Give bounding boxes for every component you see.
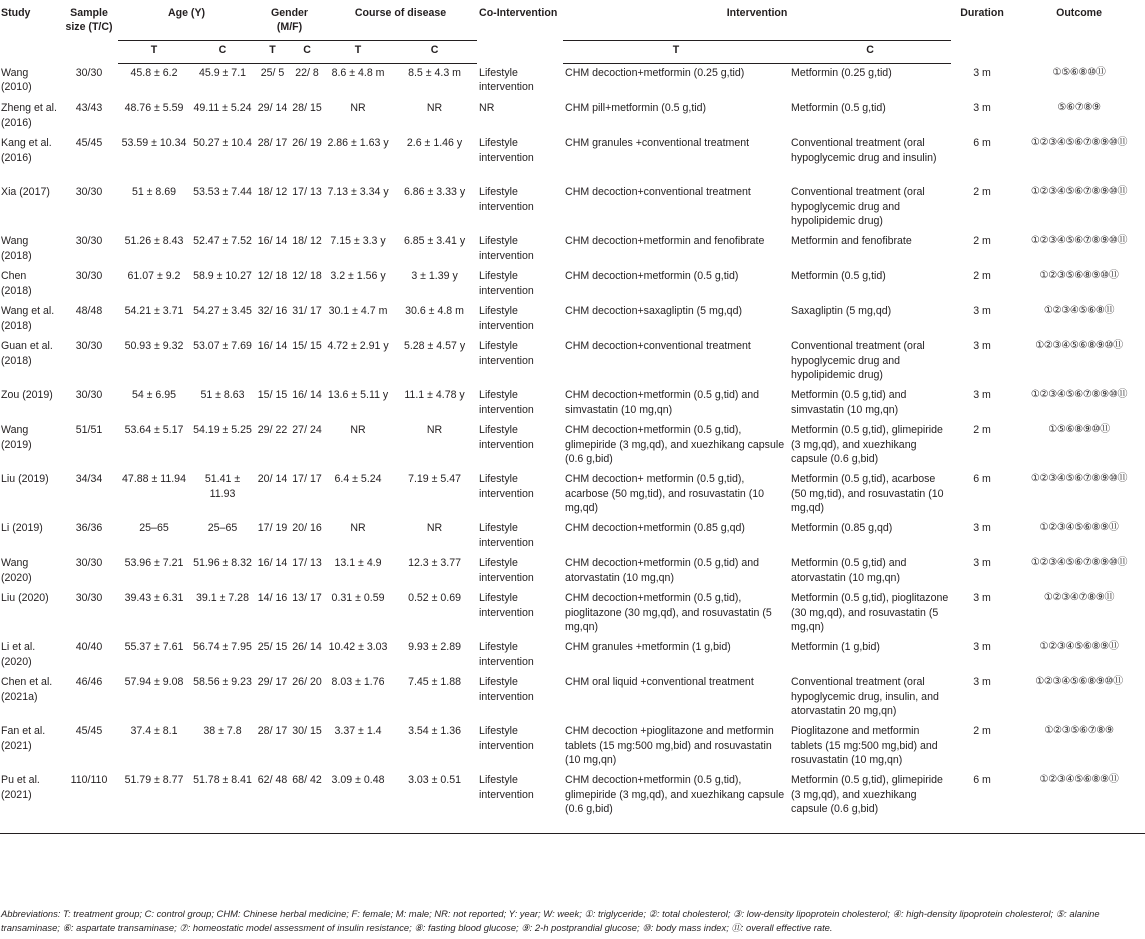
course-t-cell: 0.31 ± 0.59 (331, 592, 385, 605)
co-intervention-cell: Lifestyle intervention (479, 592, 534, 619)
intervention-c-cell: Metformin (1 g,bid) (791, 641, 880, 654)
age-t-cell: 50.93 ± 9.32 (124, 340, 184, 353)
outcome-cell: ①②③④⑤⑥⑧⑨⑪ (1013, 771, 1145, 834)
study-cell: Kang et al. (2016) (1, 137, 52, 164)
sample-size-cell: 34/34 (75, 473, 103, 486)
course-t-cell: NR (350, 102, 366, 115)
gender-c-cell: 31/ 17 (292, 305, 322, 318)
intervention-t-cell: CHM decoction+metformin (0.5 g,tid) (565, 270, 739, 283)
gender-c-cell: 28/ 15 (292, 102, 322, 115)
intervention-t-cell: CHM decoction+conventional treatment (565, 340, 751, 353)
gender-c-cell: 26/ 19 (292, 137, 322, 150)
course-t-cell: 3.37 ± 1.4 (334, 725, 382, 738)
co-intervention-cell: Lifestyle intervention (479, 270, 534, 297)
intervention-t-cell: CHM decoction+metformin and fenofibrate (565, 235, 765, 248)
table-row (0, 337, 1145, 386)
study-cell: Zou (2019) (1, 389, 53, 402)
course-c-cell: 3.03 ± 0.51 (392, 771, 477, 834)
course-c-cell: 30.6 ± 4.8 m (405, 305, 464, 318)
gender-t-cell: 28/ 17 (257, 725, 288, 738)
study-cell: Zheng et al. (2016) (1, 102, 57, 129)
study-cell: Wang (2019) (1, 424, 32, 451)
course-t-cell: 3.09 ± 0.48 (324, 771, 392, 834)
table-row (0, 99, 1145, 134)
table-row (0, 64, 1145, 100)
co-intervention-cell: Lifestyle intervention (479, 235, 534, 262)
age-t-cell: 53.96 ± 7.21 (124, 557, 184, 570)
duration-cell: 2 m (973, 235, 991, 248)
course-t-cell: 3.2 ± 1.56 y (330, 270, 386, 283)
duration-cell: 6 m (951, 771, 1013, 834)
age-c-cell: 51 ± 8.63 (200, 389, 245, 402)
outcome-cell: ⑤⑥⑦⑧⑨ (1057, 102, 1101, 114)
study-cell: Li (2019) (1, 522, 43, 535)
gender-t-cell: 16/ 14 (257, 340, 288, 353)
outcome-cell: ①②③④⑤⑥⑦⑧⑨⑩⑪ (1030, 235, 1128, 247)
gender-t-cell: 15/ 15 (257, 389, 288, 402)
age-t-cell: 39.43 ± 6.31 (124, 592, 184, 605)
header-gender-t: T (255, 41, 290, 64)
header-course-t: T (324, 41, 392, 64)
course-c-cell: 3 ± 1.39 y (411, 270, 458, 283)
gender-c-cell: 17/ 13 (292, 557, 322, 570)
gender-c-cell: 26/ 14 (292, 641, 322, 654)
header-outcome: Outcome (1056, 7, 1102, 19)
table-row (0, 470, 1145, 519)
course-c-cell: 9.93 ± 2.89 (408, 641, 462, 654)
header-gender-c: C (290, 41, 324, 64)
age-c-cell: 51.96 ± 8.32 (193, 557, 252, 570)
duration-cell: 3 m (973, 641, 991, 654)
table-row (0, 638, 1145, 673)
age-t-cell: 53.64 ± 5.17 (124, 424, 184, 437)
gender-t-cell: 25/ 15 (257, 641, 288, 654)
age-t-cell: 54.21 ± 3.71 (124, 305, 184, 318)
age-c-cell: 58.9 ± 10.27 (193, 270, 252, 283)
sample-size-cell: 30/30 (75, 66, 103, 79)
header-course: Course of disease (324, 4, 477, 41)
age-c-cell: 38 ± 7.8 (203, 725, 242, 738)
table-row (0, 519, 1145, 554)
gender-t-cell: 29/ 14 (257, 102, 288, 115)
co-intervention-cell: Lifestyle intervention (479, 389, 534, 416)
intervention-c-cell: Metformin (0.5 g,tid) (791, 270, 886, 283)
duration-cell: 2 m (973, 424, 991, 437)
duration-cell: 3 m (973, 340, 991, 353)
intervention-t-cell: CHM decoction+metformin (0.5 g,tid) and simvastatin (10 mg,qn) (565, 389, 760, 416)
course-c-cell: 11.1 ± 4.78 y (404, 389, 465, 402)
age-c-cell: 25–65 (207, 522, 238, 535)
age-c-cell: 50.27 ± 10.4 (193, 137, 252, 150)
intervention-t-cell: CHM decoction+metformin (0.5 g,tid), pioglitazone (30 mg,qd), and rosuvastatin (5 mg,qn) (565, 592, 772, 633)
study-cell: Fan et al. (2021) (1, 725, 46, 752)
age-c-cell: 51.78 ± 8.41 (190, 771, 255, 834)
header-co-intervention: Co-Intervention (479, 7, 558, 19)
co-intervention-cell: Lifestyle intervention (479, 557, 534, 584)
course-t-cell: 13.6 ± 5.11 y (327, 389, 389, 402)
intervention-t-cell: CHM granules +metformin (1 g,bid) (565, 641, 731, 654)
table-row (0, 183, 1145, 232)
header-study: Study (1, 7, 31, 19)
co-intervention-cell: Lifestyle intervention (479, 424, 534, 451)
gender-c-cell: 22/ 8 (295, 67, 319, 80)
intervention-c-cell: Metformin (0.85 g,qd) (791, 522, 893, 535)
study-cell: Chen (2018) (1, 270, 32, 297)
study-cell: Xia (2017) (1, 186, 50, 199)
intervention-c-cell: Metformin and fenofibrate (791, 235, 912, 248)
intervention-c-cell: Metformin (0.5 g,tid) (791, 102, 886, 115)
header-intervention: Intervention (563, 4, 951, 41)
age-c-cell: 54.19 ± 5.25 (193, 424, 252, 437)
gender-t-cell: 16/ 14 (257, 235, 288, 248)
table-row (0, 302, 1145, 337)
age-c-cell: 45.9 ± 7.1 (198, 67, 247, 80)
intervention-c-cell: Metformin (0.5 g,tid), glimepiride (3 mg,qd), and xuezhikang capsule (0.6 g,bid) (789, 771, 951, 834)
intervention-t-cell: CHM granules +conventional treatment (565, 137, 750, 150)
age-t-cell: 57.94 ± 9.08 (124, 676, 184, 689)
outcome-cell: ①②③④⑤⑥⑧⑪ (1043, 305, 1115, 317)
outcome-cell: ①②③④⑤⑥⑦⑧⑨⑩⑪ (1030, 186, 1128, 198)
study-cell: Pu et al. (2021) (0, 771, 60, 834)
course-c-cell: 7.45 ± 1.88 (408, 676, 462, 689)
intervention-c-cell: Conventional treatment (oral hypoglycemic drug and insulin) (791, 137, 937, 164)
duration-cell: 3 m (973, 676, 991, 689)
table-row (0, 771, 1145, 834)
co-intervention-cell: Lifestyle intervention (479, 522, 534, 549)
gender-c-cell: 17/ 17 (292, 473, 322, 486)
co-intervention-cell: Lifestyle intervention (479, 725, 534, 752)
age-c-cell: 54.27 ± 3.45 (193, 305, 252, 318)
age-t-cell: 37.4 ± 8.1 (130, 725, 178, 738)
table-row (0, 267, 1145, 302)
co-intervention-cell: Lifestyle intervention (477, 771, 563, 834)
gender-c-cell: 15/ 15 (292, 340, 322, 353)
header-intervention-c: C (789, 41, 951, 64)
sample-size-cell: 30/30 (75, 186, 103, 199)
table-row (0, 589, 1145, 638)
sample-size-cell: 40/40 (75, 641, 103, 654)
study-cell: Wang (2010) (1, 66, 32, 94)
sample-size-cell: 110/110 (60, 771, 118, 834)
co-intervention-cell: Lifestyle intervention (479, 676, 534, 703)
course-c-cell: NR (426, 424, 443, 437)
outcome-cell: ①②③④⑤⑥⑧⑨⑩⑪ (1035, 340, 1123, 352)
gender-c-cell: 16/ 14 (292, 389, 322, 402)
duration-cell: 3 m (973, 305, 991, 318)
age-t-cell: 51.26 ± 8.43 (124, 235, 184, 248)
course-c-cell: 5.28 ± 4.57 y (403, 340, 466, 353)
intervention-c-cell: Saxagliptin (5 mg,qd) (791, 305, 892, 318)
table-row (0, 386, 1145, 421)
co-intervention-cell: Lifestyle intervention (479, 137, 534, 164)
sample-size-cell: 45/45 (75, 137, 103, 150)
header-age-t: T (118, 41, 190, 64)
sample-size-cell: 43/43 (75, 102, 103, 115)
intervention-t-cell: CHM pill+metformin (0.5 g,tid) (565, 102, 707, 115)
age-c-cell: 49.11 ± 5.24 (193, 102, 252, 115)
sample-size-cell: 45/45 (75, 725, 103, 738)
gender-c-cell: 13/ 17 (292, 592, 322, 605)
course-c-cell: 8.5 ± 4.3 m (408, 67, 461, 80)
course-t-cell: 4.72 ± 2.91 y (327, 340, 389, 353)
course-t-cell: 8.6 ± 4.8 m (331, 67, 385, 80)
header-intervention-t: T (563, 41, 789, 64)
header-age-c: C (190, 41, 255, 64)
age-t-cell: 25–65 (139, 522, 169, 535)
intervention-c-cell: Metformin (0.5 g,tid), acarbose (50 mg,tid), and rosuvastatin (10 mg,qd) (791, 473, 944, 514)
duration-cell: 2 m (973, 725, 991, 738)
gender-c-cell: 18/ 12 (292, 235, 322, 248)
outcome-cell: ①②③④⑤⑥⑦⑧⑨⑩⑪ (1030, 389, 1128, 401)
header-course-c: C (392, 41, 477, 64)
age-t-cell: 55.37 ± 7.61 (124, 641, 184, 654)
intervention-t-cell: CHM decoction +pioglitazone and metformin tablets (15 mg:500 mg,bid) and rosuvastatin (10 mg,qn) (565, 725, 774, 766)
sample-size-cell: 36/36 (75, 522, 103, 535)
header-duration: Duration (960, 7, 1004, 19)
duration-cell: 2 m (973, 186, 991, 199)
outcome-cell: ①②③④⑤⑥⑦⑧⑨⑩⑪ (1030, 557, 1128, 569)
course-c-cell: 12.3 ± 3.77 (408, 557, 462, 570)
course-c-cell: 2.6 ± 1.46 y (406, 137, 463, 150)
table-row (0, 554, 1145, 589)
outcome-cell: ①②③④⑤⑥⑧⑨⑩⑪ (1035, 676, 1123, 688)
outcome-cell: ①②③④⑤⑥⑦⑧⑨⑩⑪ (1030, 473, 1128, 485)
header-sample-size: Sample size (T/C) (65, 7, 113, 34)
age-t-cell: 48.76 ± 5.59 (124, 102, 184, 115)
intervention-c-cell: Conventional treatment (oral hypoglycemic drug and hypolipidemic drug) (791, 340, 925, 381)
course-t-cell: NR (350, 522, 366, 535)
intervention-c-cell: Metformin (0.5 g,tid) and atorvastatin (10 mg,qn) (791, 557, 907, 584)
study-cell: Wang (2018) (1, 235, 32, 262)
outcome-cell: ①②③④⑦⑧⑨⑪ (1043, 592, 1115, 604)
age-t-cell: 51.79 ± 8.77 (118, 771, 190, 834)
co-intervention-cell: Lifestyle intervention (479, 473, 534, 500)
course-t-cell: 2.86 ± 1.63 y (327, 137, 389, 150)
outcome-cell: ①②③⑤⑥⑧⑨⑩⑪ (1039, 270, 1119, 282)
age-t-cell: 45.8 ± 6.2 (130, 67, 178, 80)
gender-t-cell: 29/ 22 (257, 424, 288, 437)
intervention-c-cell: Metformin (0.5 g,tid) and simvastatin (10 mg,qn) (791, 389, 907, 416)
intervention-t-cell: CHM decoction+metformin (0.5 g,tid), glimepiride (3 mg,qd), and xuezhikang capsule (0.6 g,bid) (565, 424, 785, 465)
intervention-c-cell: Metformin (0.25 g,tid) (791, 67, 892, 80)
intervention-t-cell: CHM decoction+metformin (0.5 g,tid) and atorvastatin (10 mg,qn) (565, 557, 760, 584)
course-t-cell: 30.1 ± 4.7 m (328, 305, 388, 318)
sample-size-cell: 48/48 (75, 305, 103, 318)
duration-cell: 6 m (973, 137, 991, 150)
age-c-cell: 53.07 ± 7.69 (193, 340, 252, 353)
course-c-cell: 7.19 ± 5.47 (408, 473, 462, 486)
header-age: Age (Y) (118, 4, 255, 41)
intervention-c-cell: Conventional treatment (oral hypoglycemic drug and hypolipidemic drug) (791, 186, 925, 227)
gender-t-cell: 17/ 19 (257, 522, 288, 535)
course-t-cell: 7.15 ± 3.3 y (330, 235, 386, 248)
gender-t-cell: 25/ 5 (260, 67, 285, 80)
course-c-cell: 3.54 ± 1.36 (408, 725, 462, 738)
sample-size-cell: 30/30 (75, 592, 103, 605)
header-gender: Gender (M/F) (255, 4, 324, 41)
age-t-cell: 47.88 ± 11.94 (122, 473, 186, 486)
intervention-c-cell: Pioglitazone and metformin tablets (15 mg:500 mg,bid) and rosuvastatin (10 mg,qn) (791, 725, 938, 766)
intervention-c-cell: Metformin (0.5 g,tid), glimepiride (3 mg,qd), and xuezhikang capsule (0.6 g,bid) (791, 424, 943, 465)
age-c-cell: 58.56 ± 9.23 (193, 676, 252, 689)
duration-cell: 3 m (973, 102, 991, 115)
intervention-t-cell: CHM decoction+saxagliptin (5 mg,qd) (565, 305, 742, 318)
intervention-t-cell: CHM oral liquid +conventional treatment (565, 676, 754, 689)
intervention-c-cell: Conventional treatment (oral hypoglycemic drug, insulin, and atorvastatin 20 mg,qn) (791, 676, 939, 717)
course-t-cell: 6.4 ± 5.24 (334, 473, 382, 486)
duration-cell: 6 m (973, 473, 991, 486)
table-row (0, 673, 1145, 722)
study-cell: Chen et al. (2021a) (1, 676, 53, 703)
gender-t-cell: 12/ 18 (257, 270, 288, 283)
gender-t-cell: 28/ 17 (257, 137, 288, 150)
gender-t-cell: 14/ 16 (257, 592, 288, 605)
course-t-cell: 7.13 ± 3.34 y (327, 186, 389, 199)
gender-t-cell: 18/ 12 (257, 186, 288, 199)
course-t-cell: 13.1 ± 4.9 (334, 557, 382, 570)
study-cell: Guan et al. (2018) (1, 340, 53, 367)
intervention-c-cell: Metformin (0.5 g,tid), pioglitazone (30 mg,qd), and rosuvastatin (5 mg,qn) (791, 592, 949, 633)
co-intervention-cell: Lifestyle intervention (479, 186, 534, 213)
duration-cell: 2 m (973, 270, 991, 283)
sample-size-cell: 30/30 (75, 557, 103, 570)
co-intervention-cell: Lifestyle intervention (479, 66, 534, 94)
age-t-cell: 53.59 ± 10.34 (121, 137, 187, 150)
course-c-cell: 6.86 ± 3.33 y (403, 186, 466, 199)
gender-t-cell: 62/ 48 (255, 771, 290, 834)
intervention-t-cell: CHM decoction+metformin (0.25 g,tid) (565, 67, 745, 80)
outcome-cell: ①⑤⑥⑧⑩⑪ (1052, 66, 1106, 78)
gender-c-cell: 12/ 18 (292, 270, 322, 283)
sample-size-cell: 30/30 (75, 270, 103, 283)
outcome-cell: ①②③④⑤⑥⑧⑨⑪ (1039, 641, 1119, 653)
outcome-cell: ①⑤⑥⑧⑨⑩⑪ (1048, 424, 1110, 436)
co-intervention-cell: Lifestyle intervention (479, 641, 534, 668)
table-row (0, 232, 1145, 267)
study-characteristics-table (0, 4, 1145, 834)
gender-c-cell: 26/ 20 (292, 676, 322, 689)
sample-size-cell: 46/46 (75, 676, 103, 689)
outcome-cell: ①②③④⑤⑥⑦⑧⑨⑩⑪ (1030, 137, 1128, 149)
intervention-t-cell: CHM decoction+metformin (0.85 g,qd) (565, 522, 745, 535)
study-cell: Liu (2020) (1, 592, 49, 605)
gender-c-cell: 17/ 13 (292, 186, 322, 199)
co-intervention-cell: NR (479, 102, 495, 115)
gender-c-cell: 68/ 42 (290, 771, 324, 834)
header-row-1 (0, 4, 1145, 41)
study-cell: Wang et al. (2018) (1, 305, 55, 332)
study-cell: Li et al. (2020) (1, 641, 36, 668)
intervention-t-cell: CHM decoction+metformin (0.5 g,tid), glimepiride (3 mg,qd), and xuezhikang capsule (0.6 g,bid) (563, 771, 789, 834)
outcome-cell: ①②③⑤⑥⑦⑧⑨ (1044, 725, 1114, 737)
duration-cell: 3 m (973, 522, 991, 535)
gender-t-cell: 20/ 14 (257, 473, 288, 486)
gender-c-cell: 27/ 24 (292, 424, 322, 437)
age-c-cell: 51.41 ± 11.93 (204, 473, 241, 500)
course-c-cell: 0.52 ± 0.69 (408, 592, 462, 605)
duration-cell: 3 m (973, 557, 991, 570)
course-t-cell: 10.42 ± 3.03 (328, 641, 388, 654)
table-body (0, 64, 1145, 834)
co-intervention-cell: Lifestyle intervention (479, 305, 534, 332)
gender-t-cell: 29/ 17 (257, 676, 288, 689)
table-row (0, 722, 1145, 771)
gender-c-cell: 30/ 15 (292, 725, 322, 738)
age-t-cell: 51 ± 8.69 (131, 186, 177, 199)
duration-cell: 3 m (973, 66, 991, 79)
course-c-cell: NR (426, 522, 443, 535)
duration-cell: 3 m (973, 592, 991, 605)
course-t-cell: 8.03 ± 1.76 (331, 676, 385, 689)
study-cell: Liu (2019) (1, 473, 49, 486)
sample-size-cell: 30/30 (75, 340, 103, 353)
course-t-cell: NR (350, 424, 366, 437)
table-row (0, 134, 1145, 183)
intervention-t-cell: CHM decoction+ metformin (0.5 g,tid), acarbose (50 mg,tid), and rosuvastatin (10 mg,qd) (565, 473, 765, 514)
age-t-cell: 61.07 ± 9.2 (127, 270, 181, 283)
duration-cell: 3 m (973, 389, 991, 402)
age-t-cell: 54 ± 6.95 (131, 389, 177, 402)
age-c-cell: 53.53 ± 7.44 (193, 186, 252, 199)
gender-t-cell: 32/ 16 (257, 305, 288, 318)
sample-size-cell: 30/30 (75, 389, 103, 402)
study-cell: Wang (2020) (1, 557, 32, 584)
gender-t-cell: 16/ 14 (257, 557, 288, 570)
course-c-cell: NR (426, 102, 443, 115)
age-c-cell: 52.47 ± 7.52 (193, 235, 252, 248)
co-intervention-cell: Lifestyle intervention (479, 340, 534, 367)
intervention-t-cell: CHM decoction+conventional treatment (565, 186, 751, 199)
table-row (0, 421, 1145, 470)
course-c-cell: 6.85 ± 3.41 y (403, 235, 466, 248)
sample-size-cell: 30/30 (75, 235, 103, 248)
outcome-cell: ①②③④⑤⑥⑧⑨⑪ (1039, 522, 1119, 534)
age-c-cell: 56.74 ± 7.95 (193, 641, 252, 654)
gender-c-cell: 20/ 16 (292, 522, 322, 535)
age-c-cell: 39.1 ± 7.28 (196, 592, 249, 605)
sample-size-cell: 51/51 (75, 424, 103, 437)
abbreviations-footnote: Abbreviations: T: treatment group; C: control group; CHM: Chinese herbal medicine; F: female; M: male; NR: not reported; Y: year; W: week; ①: triglyceride; ②: total cholesterol; ③: low-density lipoprotein cholesterol; ④: high-density lipoprotein cholesterol; ⑤: alanine transaminase; ⑥: aspartate transaminase; ⑦: homeostatic model assessment of insulin resistance; ⑧: fasting blood glucose; ⑨: 2-h postprandial glucose; ⑩: body mass index; ⑪: overall effective rate. (1, 908, 1100, 933)
